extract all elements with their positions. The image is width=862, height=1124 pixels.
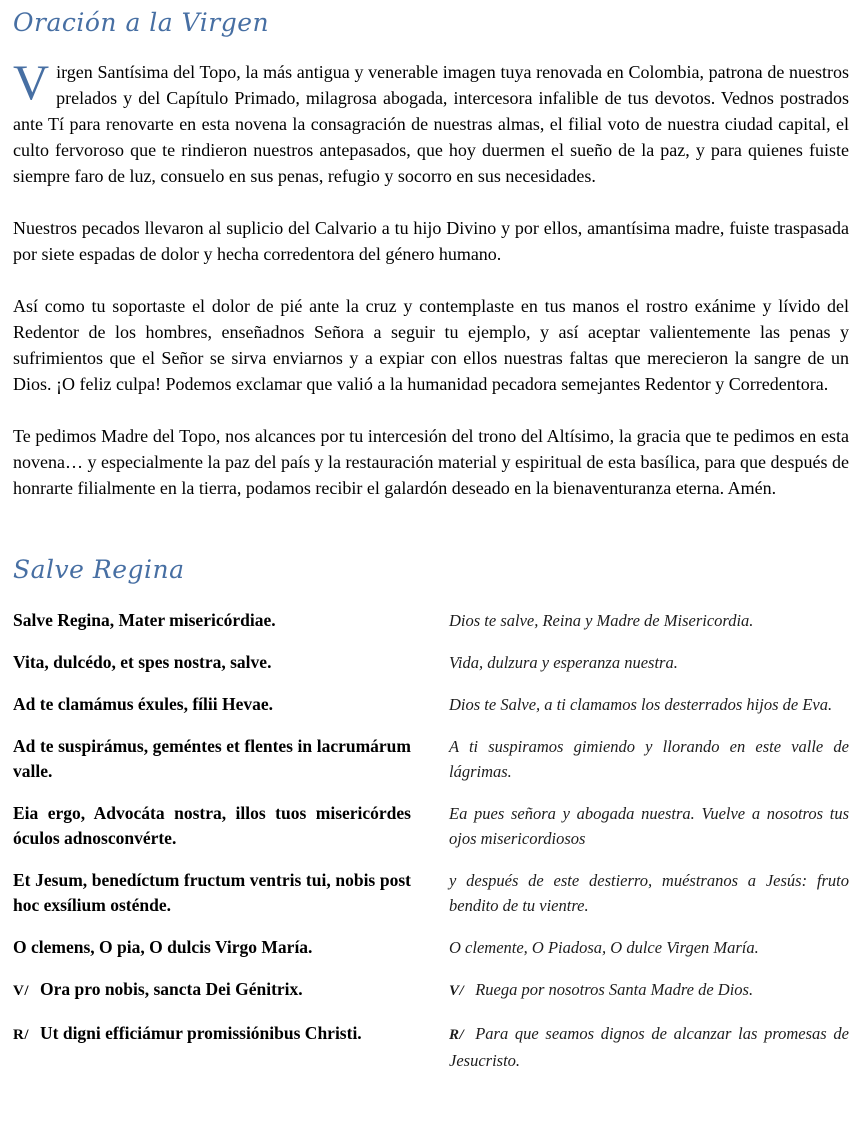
latin-text: Salve Regina, Mater misericórdiae. [13, 610, 276, 630]
latin-verse [13, 608, 411, 633]
verse-row-6 [13, 868, 849, 918]
latin-text: Vita, dulcédo, et spes nostra, salve. [13, 652, 272, 672]
section-heading-salve: Salve Regina [13, 555, 185, 584]
paragraph-4: Te pedimos Madre del Topo, nos alcances por tu intercesión del trono del Altísimo, la gracia que te pedimos en esta novena… y especialmente la paz del país y la restauración material y espiritual de esta basílica, para que después de honrarte filialmente en la tierra, podamos recibir el galardón deseado en la bienaventuranza eterna. Amén. [13, 426, 849, 498]
spanish-text: Vida, dulzura y esperanza nuestra. [449, 653, 678, 672]
verse-row-2 [13, 650, 849, 675]
spanish-text: Ea pues señora y abogada nuestra. Vuelve a nosotros tus ojos misericordiosos [449, 804, 849, 848]
verse-row-1 [13, 608, 849, 633]
paragraph-1-text: irgen Santísima del Topo, la más antigua y venerable imagen tuya renovada en Colombia, patrona de nuestros prelados y del Capítulo Primado, milagrosa abogada, intercesora infalible de tus devotos. Vednos postrados ante Tí para renovarte en esta novena la consagración de nuestras almas, el filial voto de nuestra ciudad capital, el culto fervoroso que te rindieron nuestros antepasados, que hoy duermen el sueño de la paz, y para quienes fuiste siempre faro de luz, consuelo en sus penas, refugio y socorro en sus necesidades. [13, 62, 849, 186]
latin-verse [13, 935, 411, 960]
versicle-prefix: R/ [449, 1027, 465, 1043]
versicle-prefix: V/ [449, 983, 465, 999]
section-heading-oracion: Oración a la Virgen [13, 8, 270, 37]
latin-text: Ut digni efficiámur promissiónibus Christi. [40, 1023, 362, 1043]
spanish-verse [449, 977, 849, 1004]
spanish-text: Para que seamos dignos de alcanzar las promesas de Jesucristo. [449, 1024, 849, 1070]
spanish-text: Ruega por nosotros Santa Madre de Dios. [475, 980, 754, 999]
verse-row-9 [13, 1021, 849, 1073]
spanish-text: Dios te Salve, a ti clamamos los desterrados hijos de Eva. [449, 695, 833, 714]
verse-row-5 [13, 801, 849, 851]
dropcap-letter: V [13, 54, 50, 110]
verse-row-3 [13, 692, 849, 717]
latin-verse [13, 650, 411, 675]
latin-verse [13, 977, 411, 1004]
paragraph-1 [13, 54, 849, 189]
latin-verse [13, 692, 411, 717]
spanish-verse [449, 692, 849, 717]
verse-row-7 [13, 935, 849, 960]
latin-verse [13, 734, 411, 784]
latin-verse [13, 868, 411, 918]
latin-text: Eia ergo, Advocáta nostra, illos tuos misericórdes óculos adnosconvérte. [13, 803, 411, 848]
spanish-verse [449, 801, 849, 851]
spanish-text: O clemente, O Piadosa, O dulce Virgen María. [449, 938, 759, 957]
latin-verse [13, 801, 411, 851]
spanish-text: Dios te salve, Reina y Madre de Misericordia. [449, 611, 754, 630]
spanish-verse [449, 935, 849, 960]
spanish-verse [449, 868, 849, 918]
paragraph-3: Así como tu soportaste el dolor de pié ante la cruz y contemplaste en tus manos el rostro exánime y lívido del Redentor de los hombres, enseñadnos Señora a seguir tu ejemplo, y así aceptar valientemente las penas y sufrimientos que el Señor se sirva enviarnos y a expiar con ellos nuestras faltas que merecieron la sangre de un Dios. ¡O feliz culpa! Podemos exclamar que valió a la humanidad pecadora semejantes Redentor y Corredentora. [13, 296, 849, 394]
spanish-verse [449, 1021, 849, 1073]
oracion-section [13, 54, 849, 501]
spanish-verse [449, 650, 849, 675]
latin-text: Ad te clamámus éxules, fílii Hevae. [13, 694, 274, 714]
verse-row-4 [13, 734, 849, 784]
latin-text: Et Jesum, benedíctum fructum ventris tui, nobis post hoc exsílium osténde. [13, 870, 411, 915]
versicle-prefix: R/ [13, 1027, 29, 1043]
spanish-verse [449, 608, 849, 633]
versicle-prefix: V/ [13, 983, 29, 999]
spanish-text: y después de este destierro, muéstranos a Jesús: fruto bendito de tu vientre. [449, 871, 849, 915]
salve-regina-verses [13, 608, 849, 1073]
spanish-verse [449, 734, 849, 784]
latin-text: Ad te suspirámus, geméntes et flentes in lacrumárum valle. [13, 736, 411, 781]
paragraph-2: Nuestros pecados llevaron al suplicio del Calvario a tu hijo Divino y por ellos, amantísima madre, fuiste traspasada por siete espadas de dolor y hecha corredentora del género humano. [13, 218, 849, 264]
verse-row-8 [13, 977, 849, 1004]
latin-text: Ora pro nobis, sancta Dei Génitrix. [40, 979, 303, 999]
spanish-text: A ti suspiramos gimiendo y llorando en este valle de lágrimas. [449, 737, 849, 781]
latin-text: O clemens, O pia, O dulcis Virgo María. [13, 937, 313, 957]
latin-verse [13, 1021, 411, 1073]
